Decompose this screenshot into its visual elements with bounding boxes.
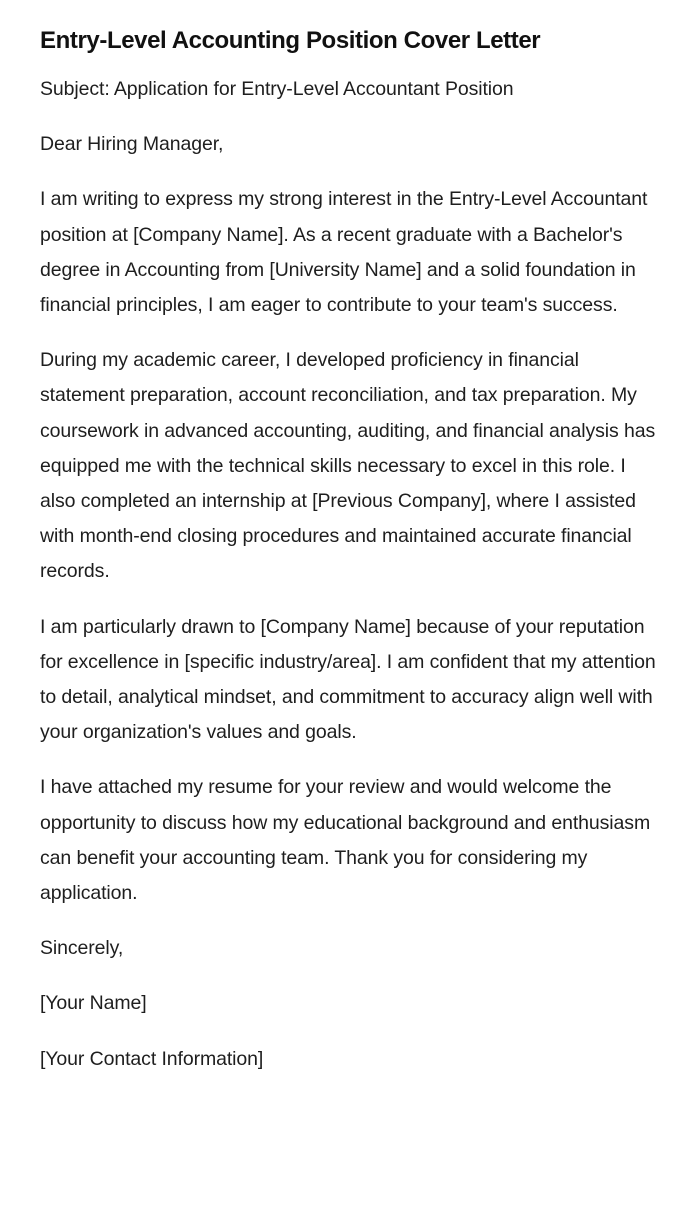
body-paragraph-motivation: I am particularly drawn to [Company Name] because of your reputation for excellence in [specific industry/area]. I am confident that my attention to detail, analytical mindset, and commitment to accuracy align well with your organization's values and goals. (40, 615, 656, 744)
body-paragraph-closing: I have attached my resume for your review and would welcome the opportunity to discuss how my educational background and enthusiasm can benefit your accounting team. Thank you for considering my application. (40, 776, 651, 905)
closing-phrase: Sincerely, (40, 937, 124, 960)
body-paragraph-intro: I am writing to express my strong interest in the Entry-Level Accountant position at [Company Name]. As a recent graduate with a Bachelor's degree in Accounting from [University Name] and a solid foundation in financial principles, I am eager to contribute to your team's success. (40, 188, 648, 317)
salutation: Dear Hiring Manager, (40, 133, 224, 156)
signature-contact: [Your Contact Information] (40, 1047, 264, 1070)
subject-line: Subject: Application for Entry-Level Accountant Position (40, 78, 514, 100)
document-title: Entry-Level Accounting Position Cover Letter (40, 27, 541, 54)
body-paragraph-experience: During my academic career, I developed proficiency in financial statement preparation, account reconciliation, and tax preparation. My coursework in advanced accounting, auditing, and financial analysis has equipped me with the technical skills necessary to excel in this role. I also completed an internship at [Previous Company], where I assisted with month-end closing procedures and maintained accurate financial records. (40, 349, 656, 583)
signature-name: [Your Name] (40, 992, 147, 1015)
